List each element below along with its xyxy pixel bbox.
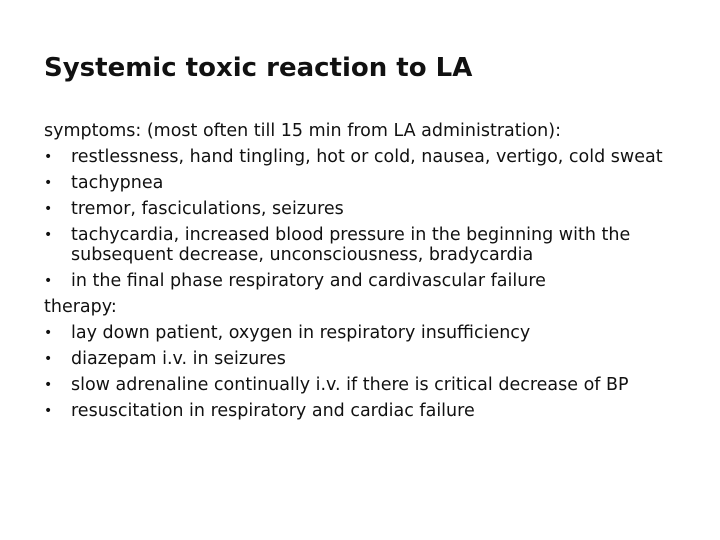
bullet-icon: •	[44, 403, 53, 419]
bullet-icon: •	[44, 351, 53, 367]
list-item	[44, 222, 684, 268]
bullet-icon: •	[44, 175, 53, 191]
therapy-text: lay down patient, oxygen in respiratory insufficiency	[71, 323, 531, 343]
list-item	[44, 144, 684, 170]
therapy-text: slow adrenaline continually i.v. if there is critical decrease of BP	[71, 375, 629, 395]
symptom-text: tachycardia, increased blood pressure in the beginning with the subsequent decrease, unconsciousness, bradycardia	[71, 225, 631, 265]
bullet-icon: •	[44, 149, 53, 165]
bullet-icon: •	[44, 325, 53, 341]
symptom-text: restlessness, hand tingling, hot or cold, nausea, vertigo, cold sweat	[71, 147, 663, 167]
list-item	[44, 170, 684, 196]
therapy-list	[44, 320, 684, 424]
symptom-text: tachypnea	[71, 173, 164, 193]
list-item	[44, 346, 684, 372]
symptom-text: tremor, fasciculations, seizures	[71, 199, 344, 219]
bullet-icon: •	[44, 201, 53, 217]
therapy-heading: therapy:	[44, 297, 117, 317]
list-item	[44, 320, 684, 346]
therapy-text: diazepam i.v. in seizures	[71, 349, 286, 369]
slide-title: Systemic toxic reaction to LA	[44, 53, 473, 83]
bullet-icon: •	[44, 273, 53, 289]
list-item	[44, 372, 684, 398]
symptoms-list	[44, 144, 684, 294]
bullet-icon: •	[44, 377, 53, 393]
list-item	[44, 268, 684, 294]
symptoms-heading: symptoms: (most often till 15 min from LA administration):	[44, 121, 562, 141]
symptom-text: in the final phase respiratory and cardivascular failure	[71, 271, 546, 291]
bullet-icon: •	[44, 227, 53, 243]
list-item	[44, 196, 684, 222]
slide-body	[44, 118, 684, 424]
therapy-text: resuscitation in respiratory and cardiac failure	[71, 401, 475, 421]
list-item	[44, 398, 684, 424]
